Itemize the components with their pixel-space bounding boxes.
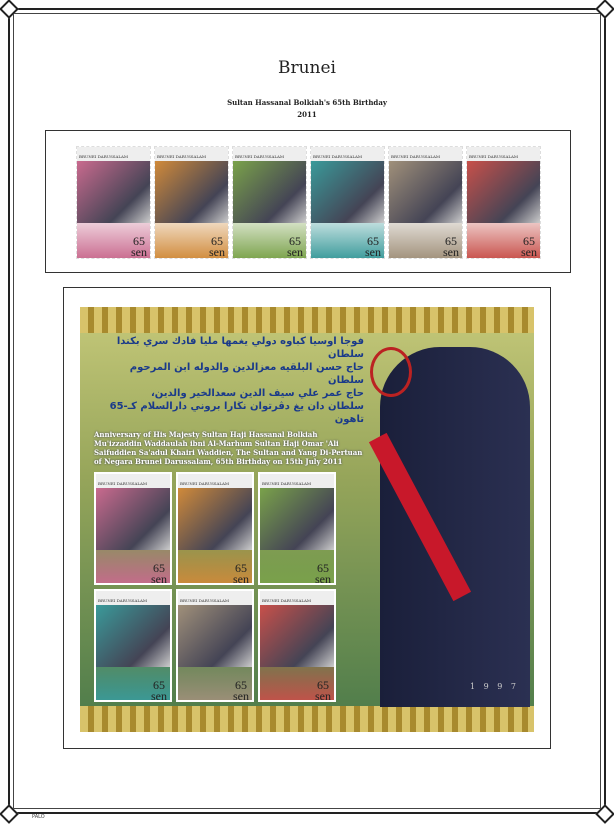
stamp-value-number: 65 [235, 678, 247, 692]
stamp-photo [96, 488, 170, 550]
stamp-value-unit: sen [233, 572, 249, 585]
stamp-value-unit: sen [521, 245, 537, 259]
stamp [466, 146, 541, 259]
stamp-photo [77, 161, 150, 223]
stamp [310, 146, 385, 259]
stamp-header [96, 591, 170, 605]
stamp-header [155, 147, 228, 161]
stamp-header [467, 147, 540, 161]
stamp-strip-mount [45, 130, 571, 273]
stamp-value-unit: sen [315, 689, 331, 702]
sultan-portrait [380, 347, 530, 707]
stamp-photo [178, 605, 252, 667]
subtitle-text: Sultan Hassanal Bolkiah's 65th Birthday [227, 98, 387, 107]
stamp-value [233, 680, 249, 702]
sheet-stamp [258, 472, 336, 585]
stamp-value [315, 680, 331, 702]
stamp-value-number: 65 [153, 678, 165, 692]
stamp-value-unit: sen [287, 245, 303, 259]
arabic-inscription [94, 335, 364, 426]
english-inscription: Anniversary of His Majesty Sultan Haji Hassanal Bolkiah Mu'izzaddin Waddaulah ibni Al-Marhum Sultan Haji Omar 'Ali Saifuddien Sa'adul Khairi Waddien, The Sultan and Yang Di-Pertuan of Negara Brunei Darussalam, 65th Birthday on 15th July 2011 [94, 430, 363, 466]
stamp-text-area [178, 667, 252, 702]
stamp-value [131, 236, 147, 258]
stamp-photo [260, 605, 334, 667]
stamp-photo [233, 161, 306, 223]
souvenir-sheet [80, 307, 534, 732]
arabic-line: سلطان دان يغ دڤرتوان نڬارا بروني دارالسلام كـ-65 تاهون [109, 401, 364, 425]
stamp-value-number: 65 [317, 678, 329, 692]
stamp-value-number: 65 [445, 234, 457, 248]
stamp-value-number: 65 [317, 561, 329, 575]
arabic-line: فوجا اوسيا كباوه دولي يغمها مليا فادك سري بكندا سلطان [116, 336, 364, 360]
stamp-text-area [260, 550, 334, 585]
stamp-photo [155, 161, 228, 223]
stamp-header [233, 147, 306, 161]
subtitle-year: 2011 [297, 110, 317, 119]
stamp-value-unit: sen [443, 245, 459, 259]
stamp [76, 146, 151, 259]
stamp-text-area [155, 223, 228, 259]
sheet-stamp [94, 472, 172, 585]
stamp-country: BRUNEI DARUSSALAM [469, 154, 519, 159]
stamp-header [96, 474, 170, 488]
stamp-photo [311, 161, 384, 223]
stamp-value [151, 680, 167, 702]
stamp-country: BRUNEI DARUSSALAM [180, 598, 230, 603]
stamp-header [311, 147, 384, 161]
stamp [154, 146, 229, 259]
year-mark: 1 9 9 7 [470, 682, 519, 691]
stamp-value [209, 236, 225, 258]
stamp-value-number: 65 [211, 234, 223, 248]
stamp-header [77, 147, 150, 161]
stamp-value-number: 65 [235, 561, 247, 575]
stamp [232, 146, 307, 259]
stamp-value-unit: sen [131, 245, 147, 259]
stamp [388, 146, 463, 259]
stamp-text-area [311, 223, 384, 259]
arabic-line: حاج عمر علي سيف الدين سعدالخير والدين، [150, 388, 364, 399]
stamp-value-unit: sen [315, 572, 331, 585]
stamp-value [365, 236, 381, 258]
stamp-country: BRUNEI DARUSSALAM [157, 154, 207, 159]
stamp-value-number: 65 [367, 234, 379, 248]
stamp-country: BRUNEI DARUSSALAM [262, 598, 312, 603]
stamp-value-number: 65 [153, 561, 165, 575]
stamp-value [443, 236, 459, 258]
stamp-country: BRUNEI DARUSSALAM [98, 598, 148, 603]
stamp-country: BRUNEI DARUSSALAM [180, 481, 230, 486]
stamp-country: BRUNEI DARUSSALAM [262, 481, 312, 486]
stamp-text-area [77, 223, 150, 259]
stamp-header [178, 591, 252, 605]
stamp-value-unit: sen [365, 245, 381, 259]
royal-crest-icon [370, 347, 412, 397]
stamp-header [260, 474, 334, 488]
arabic-line: حاج حسن البلقيه معزالدين والدوله ابن المرحوم سلطان [129, 362, 364, 386]
sheet-inscriptions [94, 335, 364, 466]
stamp-value-number: 65 [133, 234, 145, 248]
stamp-text-area [96, 550, 170, 585]
stamp-text-area [467, 223, 540, 259]
stamp-value-unit: sen [209, 245, 225, 259]
stamp-country: BRUNEI DARUSSALAM [313, 154, 363, 159]
page-subtitle [0, 97, 614, 121]
stamp-text-area [260, 667, 334, 702]
stamp-photo [467, 161, 540, 223]
stamp-value-number: 65 [289, 234, 301, 248]
stamp-photo [260, 488, 334, 550]
stamp-value [521, 236, 537, 258]
sheet-stamp [94, 589, 172, 702]
ornament-band-bottom [80, 706, 534, 732]
stamp-value-number: 65 [523, 234, 535, 248]
stamp-value [315, 563, 331, 585]
stamp-value [233, 563, 249, 585]
page-title: Brunei [277, 58, 336, 78]
stamp-header [389, 147, 462, 161]
sheet-stamp [258, 589, 336, 702]
stamp-value-unit: sen [151, 689, 167, 702]
stamp-header [260, 591, 334, 605]
stamp-value-unit: sen [233, 689, 249, 702]
stamp-header [178, 474, 252, 488]
stamp-value [151, 563, 167, 585]
stamp-text-area [233, 223, 306, 259]
stamp-photo [389, 161, 462, 223]
ornament-band-top [80, 307, 534, 333]
stamp-country: BRUNEI DARUSSALAM [98, 481, 148, 486]
publisher-mark: PALO [32, 814, 45, 820]
stamp-country: BRUNEI DARUSSALAM [79, 154, 129, 159]
stamp-value [287, 236, 303, 258]
souvenir-sheet-mount [63, 287, 551, 749]
sheet-stamp [176, 589, 254, 702]
stamp-photo [178, 488, 252, 550]
stamp-text-area [178, 550, 252, 585]
stamp-country: BRUNEI DARUSSALAM [235, 154, 285, 159]
sheet-stamp [176, 472, 254, 585]
stamp-text-area [96, 667, 170, 702]
stamp-country: BRUNEI DARUSSALAM [391, 154, 441, 159]
stamp-photo [96, 605, 170, 667]
stamp-value-unit: sen [151, 572, 167, 585]
stamp-text-area [389, 223, 462, 259]
